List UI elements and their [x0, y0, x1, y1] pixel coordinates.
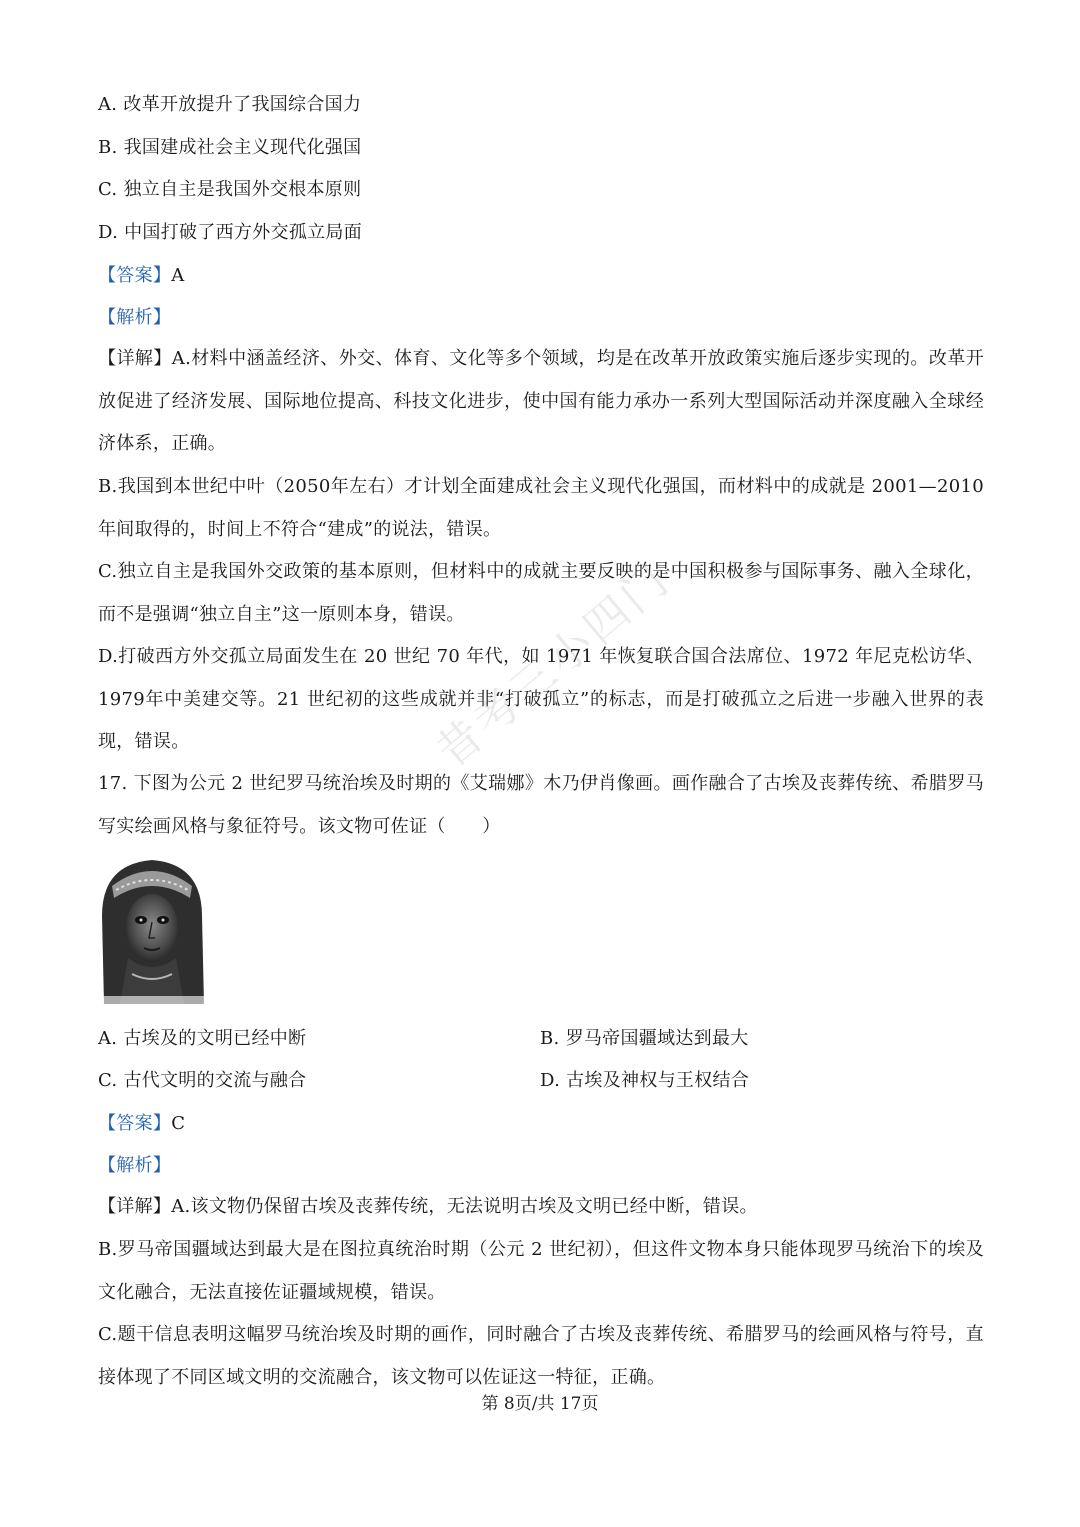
answer-tag: 【答案】 [98, 1113, 172, 1134]
answer-value: A [171, 265, 185, 286]
q17-answer [98, 1112, 185, 1136]
answer-value: C [171, 1113, 186, 1134]
page-footer: 第 8页/共 17页 [481, 1394, 599, 1414]
q17-option-b: B. 罗马帝国疆域达到最大 [540, 1028, 749, 1049]
q17-option-d: D. 古埃及神权与王权结合 [540, 1070, 750, 1091]
q17-stem: 17. 下图为公元 2 世纪罗马统治埃及时期的《艾瑞娜》木乃伊肖像画。画作融合了古埃及丧葬传统、希腊罗马写实绘画风格与象征符号。该文物可佐证（ ） [98, 773, 984, 837]
q17-analysis-tag: 【解析】 [98, 1155, 172, 1176]
q17-option-c: C. 古代文明的交流与融合 [98, 1070, 307, 1091]
q16-analysis-tag: 【解析】 [98, 307, 172, 328]
detail-tag: 【详解】 [98, 1196, 172, 1217]
q16-detail-a [98, 338, 984, 466]
watermark: 昔考三小四门 [427, 553, 681, 778]
q16-option-b: B. 我国建成社会主义现代化强国 [98, 137, 362, 158]
q17-detail-b: B.罗马帝国疆域达到最大是在图拉真统治时期（公元 2 世纪初），但这件文物本身只能体现罗马统治下的埃及文化融合，无法直接佐证疆域规模，错误。 [98, 1239, 984, 1303]
detail-tag: 【详解】 [98, 348, 172, 369]
detail-text: A.该文物仍保留古埃及丧葬传统，无法说明古埃及文明已经中断，错误。 [171, 1196, 758, 1217]
q16-answer [98, 264, 185, 288]
q16-option-d: D. 中国打破了西方外交孤立局面 [98, 222, 363, 243]
detail-text: A.材料中涵盖经济、外交、体育、文化等多个领域，均是在改革开放政策实施后逐步实现的。改革开放促进了经济发展、国际地位提高、科技文化进步，使中国有能力承办一系列大型国际活动并深度融入全球经济体系，正确。 [98, 348, 984, 454]
q17-option-a: A. 古埃及的文明已经中断 [98, 1028, 307, 1049]
q16-detail-c: C.独立自主是我国外交政策的基本原则，但材料中的成就主要反映的是中国积极参与国际事务、融入全球化，而不是强调“独立自主”这一原则本身，错误。 [98, 561, 984, 625]
q16-option-a: A. 改革开放提升了我国综合国力 [98, 94, 362, 115]
answer-tag: 【答案】 [98, 265, 172, 286]
q17-detail-a [98, 1186, 984, 1229]
q17-detail-c: C.题干信息表明这幅罗马统治埃及时期的画作，同时融合了古埃及丧葬传统、希腊罗马的绘画风格与符号，直接体现了不同区域文明的交流融合，该文物可以佐证这一特征，正确。 [98, 1324, 984, 1388]
q16-detail-b: B.我国到本世纪中叶（2050年左右）才计划全面建成社会主义现代化强国，而材料中的成就是 2001—2010年间取得的，时间上不符合“建成”的说法，错误。 [98, 476, 984, 540]
q16-option-c: C. 独立自主是我国外交根本原则 [98, 179, 362, 200]
q16-detail-d: D.打破西方外交孤立局面发生在 20 世纪 70 年代，如 1971 年恢复联合国合法席位、1972 年尼克松访华、1979年中美建交等。21 世纪初的这些成就并非“打破孤立”的标志，而是打破孤立之后进一步融入世界的表现，错误。 [98, 646, 984, 752]
mummy-portrait-image [98, 856, 206, 1004]
